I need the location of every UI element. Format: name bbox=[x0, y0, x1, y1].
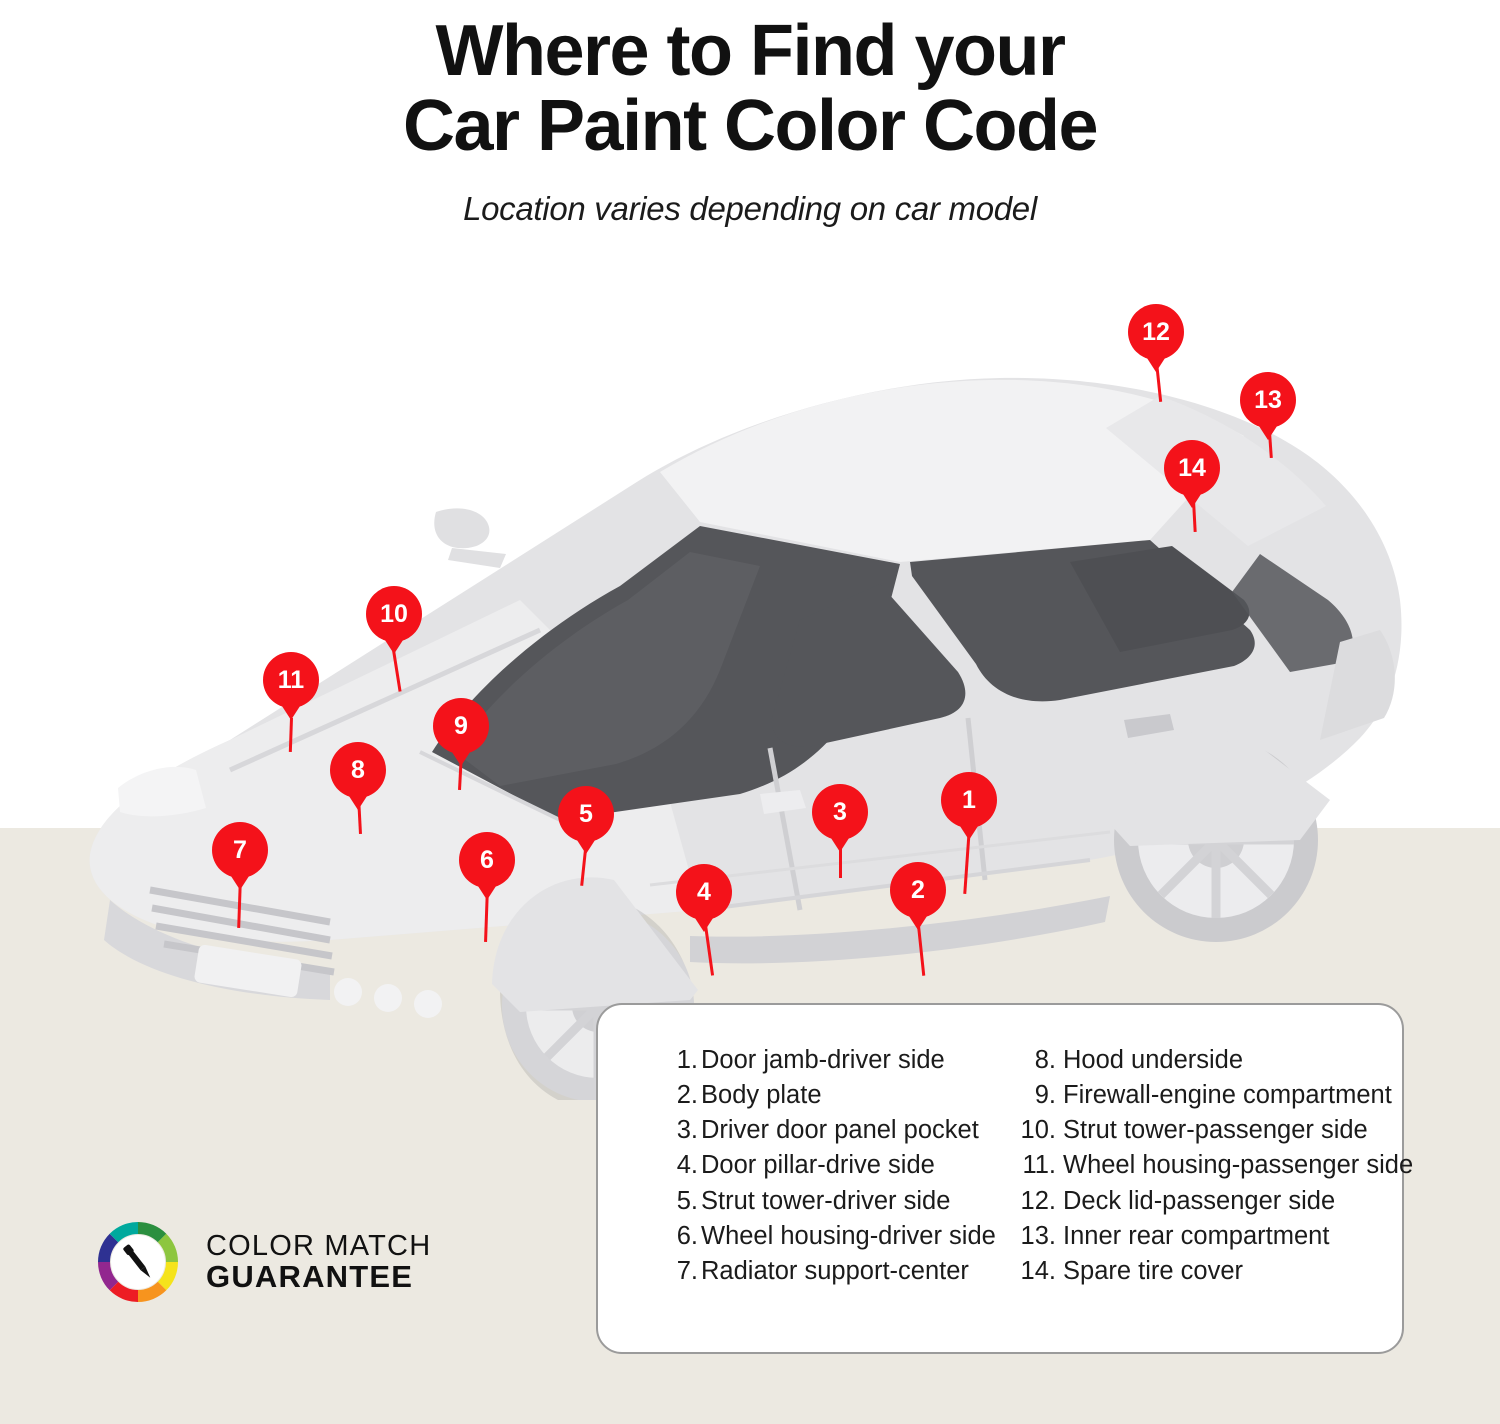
pin-label: 6 bbox=[480, 845, 494, 874]
legend-item-label: Strut tower-passenger side bbox=[1063, 1116, 1368, 1145]
legend-item-number: 9. bbox=[1034, 1081, 1056, 1110]
pin-label: 10 bbox=[380, 599, 408, 628]
legend-item-label: Door jamb-driver side bbox=[701, 1046, 945, 1074]
legend-item-label: Wheel housing-driver side bbox=[701, 1221, 996, 1250]
color-wheel-icon bbox=[92, 1216, 184, 1308]
brand-lockup bbox=[92, 1216, 431, 1308]
legend-card bbox=[596, 1003, 1414, 1354]
pin-marker-9[interactable] bbox=[433, 698, 489, 754]
legend-item-label: Door pillar-drive side bbox=[701, 1151, 935, 1180]
page-subtitle: Location varies depending on car model bbox=[463, 189, 1037, 227]
legend-item bbox=[672, 1113, 1000, 1147]
page-header bbox=[0, 0, 1500, 228]
pin-label: 7 bbox=[233, 835, 247, 864]
legend-item-number: 13. bbox=[1020, 1221, 1056, 1250]
legend-item-number: 10. bbox=[1020, 1116, 1056, 1145]
legend-item-number: 1. bbox=[676, 1046, 698, 1074]
legend-item bbox=[672, 1148, 1000, 1182]
pin-marker-2[interactable] bbox=[890, 862, 946, 918]
legend-item-label: Spare tire cover bbox=[1063, 1256, 1243, 1285]
legend-item-number: 3. bbox=[676, 1116, 698, 1145]
pin-label: 3 bbox=[833, 797, 847, 826]
pin-marker-3[interactable] bbox=[812, 784, 868, 840]
legend-column-right bbox=[1000, 1043, 1414, 1289]
legend-item bbox=[1018, 1219, 1376, 1253]
legend-item bbox=[672, 1254, 1000, 1288]
pin-marker-10[interactable] bbox=[366, 586, 422, 642]
legend-item bbox=[672, 1043, 1000, 1077]
legend-item bbox=[1018, 1078, 1392, 1112]
pin-marker-11[interactable] bbox=[263, 652, 319, 708]
legend-item-label: Hood underside bbox=[1063, 1046, 1244, 1074]
legend-item-number: 12. bbox=[1020, 1186, 1056, 1215]
legend-item-label: Inner rear compartment bbox=[1063, 1221, 1330, 1250]
pin-marker-7[interactable] bbox=[212, 822, 268, 878]
pin-label: 5 bbox=[579, 799, 593, 828]
legend-item bbox=[1018, 1184, 1376, 1218]
pin-marker-8[interactable] bbox=[330, 742, 386, 798]
legend-item-number: 8. bbox=[1034, 1046, 1056, 1074]
brand-line-2: GUARANTEE bbox=[206, 1258, 414, 1294]
legend-item-label: Firewall-engine compartment bbox=[1063, 1081, 1392, 1110]
legend-item-number: 5. bbox=[676, 1186, 698, 1215]
page-title bbox=[0, 11, 1500, 166]
legend-item bbox=[672, 1078, 1000, 1112]
pin-marker-12[interactable] bbox=[1128, 304, 1184, 360]
pin-label: 9 bbox=[454, 711, 468, 740]
legend-item bbox=[672, 1219, 1000, 1253]
legend-item-number: 14. bbox=[1020, 1256, 1056, 1285]
pin-marker-13[interactable] bbox=[1240, 372, 1296, 428]
pin-marker-1[interactable] bbox=[941, 772, 997, 828]
legend-item bbox=[1018, 1043, 1376, 1077]
legend-item bbox=[1018, 1113, 1376, 1147]
pin-label: 14 bbox=[1178, 453, 1206, 482]
legend-item-number: 6. bbox=[676, 1221, 698, 1250]
pin-label: 1 bbox=[962, 785, 976, 814]
pin-marker-6[interactable] bbox=[459, 832, 515, 888]
brand-text bbox=[206, 1231, 431, 1293]
pin-label: 8 bbox=[351, 755, 365, 784]
brand-line-1: COLOR MATCH bbox=[206, 1229, 432, 1262]
legend-item-number: 4. bbox=[676, 1151, 698, 1180]
legend-item-label: Body plate bbox=[701, 1081, 822, 1110]
legend-item bbox=[1018, 1254, 1376, 1288]
legend-column-left bbox=[624, 1043, 1000, 1289]
legend-item-label: Strut tower-driver side bbox=[701, 1186, 951, 1215]
page-title-line-1: Where to Find your bbox=[435, 11, 1065, 91]
pin-marker-4[interactable] bbox=[676, 864, 732, 920]
pin-label: 11 bbox=[277, 665, 305, 694]
legend-item-label: Radiator support-center bbox=[701, 1256, 969, 1285]
pin-marker-14[interactable] bbox=[1164, 440, 1220, 496]
legend-item-label: Wheel housing-passenger side bbox=[1063, 1151, 1414, 1180]
pin-marker-5[interactable] bbox=[558, 786, 614, 842]
legend-item-number: 11. bbox=[1022, 1151, 1056, 1180]
pin-label: 13 bbox=[1254, 385, 1282, 414]
legend-item bbox=[1018, 1148, 1414, 1182]
page-title-line-2: Car Paint Color Code bbox=[402, 85, 1098, 166]
legend-item bbox=[672, 1184, 1000, 1218]
pin-label: 12 bbox=[1142, 317, 1170, 346]
legend-item-number: 7. bbox=[676, 1256, 698, 1285]
pin-label: 4 bbox=[697, 877, 711, 906]
legend-item-number: 2. bbox=[676, 1081, 698, 1110]
legend-item-label: Driver door panel pocket bbox=[701, 1116, 979, 1145]
legend-item-label: Deck lid-passenger side bbox=[1063, 1186, 1336, 1215]
pin-label: 2 bbox=[911, 875, 925, 904]
